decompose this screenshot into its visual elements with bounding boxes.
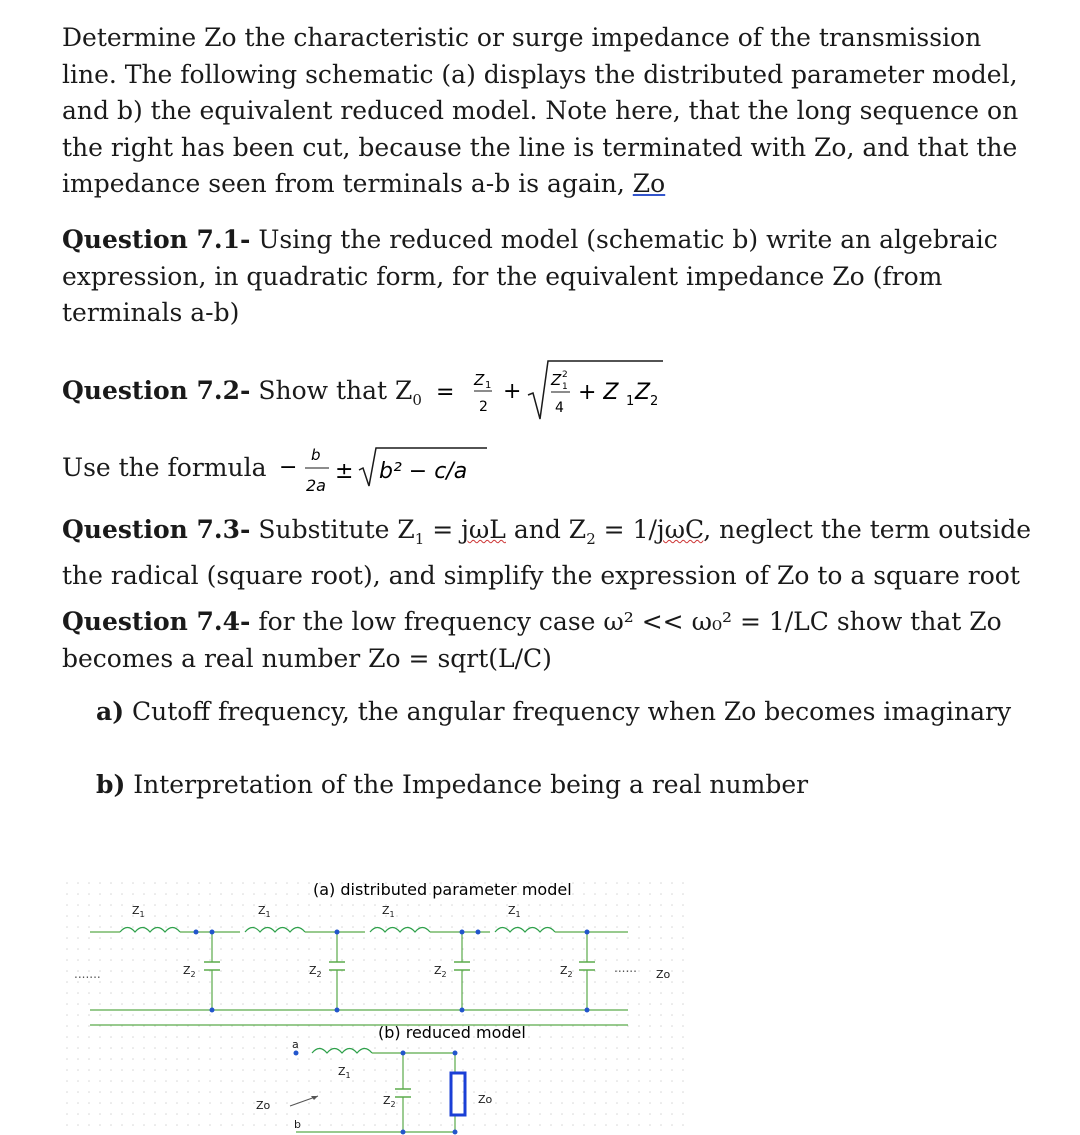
terminal-a: a — [292, 1038, 299, 1051]
intro-line-3: and b) the equivalent reduced model. Note here, that the long sequence on — [62, 96, 1019, 126]
schematic-figure — [0, 860, 1080, 1135]
svg-text:Z1: $Z_1$ — [132, 904, 145, 919]
svg-text:Z2: $Z_2$ — [383, 1094, 396, 1109]
q2-equals: = — [436, 380, 455, 405]
input-zo-label: Zo — [256, 1099, 271, 1112]
q2-sub0: 0 — [412, 391, 422, 409]
formula-hint — [62, 450, 1062, 487]
q1-line-3: terminals a-b) — [62, 298, 240, 328]
subquestion-b — [96, 770, 808, 799]
formula-b: b — [311, 446, 321, 464]
intro-paragraph — [62, 20, 1062, 203]
svg-text:Z2: $Z_2$ — [560, 964, 573, 979]
question-7-3 — [62, 512, 1062, 594]
q3-mid3: = 1/ — [595, 515, 657, 544]
q2-rad-den: 4 — [555, 400, 564, 416]
q4-label: Question 7.4- — [62, 607, 251, 636]
svg-text:Z1: $Z_1$ — [508, 904, 521, 919]
q4-line-1: for the low frequency case ω² << ω₀² = 1/LC show that Zo — [250, 607, 1002, 636]
qb-text: Interpretation of the Impedance being a real number — [125, 770, 809, 799]
q2-frac-num: Z — [474, 371, 485, 389]
intro-line-4: the right has been cut, because the line is terminated with Zo, and that the — [62, 132, 1018, 162]
intro-zo-word: Zo — [632, 169, 666, 199]
q2-tail: + Z — [578, 380, 619, 405]
q2-frac-num-sub: 1 — [485, 380, 492, 391]
q3-jwc: jωC — [656, 515, 704, 544]
left-continuation-dots: ....... — [74, 967, 101, 981]
svg-text:Z2: $Z_2$ — [309, 964, 322, 979]
qb-label: b) — [96, 770, 126, 799]
q2-rad-num: Z — [551, 371, 562, 389]
title-distributed-model: (a) distributed parameter model — [313, 880, 572, 899]
question-7-1 — [62, 222, 1062, 332]
q2-tail-z2: Z — [635, 380, 651, 405]
q1-line-1: Using the reduced model (schematic b) write an algebraic — [250, 225, 998, 254]
q3-line-2: the radical (square root), and simplify the expression of Zo to a square root — [62, 560, 1020, 590]
svg-text:Z2: $Z_2$ — [183, 964, 196, 979]
q2-text: Show that Z — [250, 376, 413, 405]
q3-jwl: jωL — [461, 515, 506, 544]
q2-formula — [430, 355, 680, 425]
q2-tail-sub1: 1 — [626, 394, 635, 409]
terminal-b: b — [294, 1118, 301, 1131]
question-7-4 — [62, 604, 1062, 677]
q2-frac-den: 2 — [479, 399, 488, 415]
qa-label: a) — [96, 697, 125, 726]
q4-line-2: becomes a real number Zo = sqrt(L/C) — [62, 643, 552, 673]
formula-minus: − — [279, 455, 298, 480]
formula-use-label: Use the formula — [62, 453, 267, 482]
intro-line-1: Determine Zo the characteristic or surge impedance of the transmission — [62, 23, 982, 52]
q2-tail-sub2: 2 — [650, 394, 659, 409]
q2-rad-sub: 1 — [562, 382, 568, 392]
svg-text:Z1: $Z_1$ — [338, 1065, 351, 1080]
formula-radicand: b² − c/a — [379, 459, 468, 484]
model-a-zo-label: Zo — [656, 968, 671, 981]
intro-line-2: line. The following schematic (a) displays the distributed parameter model, — [62, 59, 1018, 89]
title-reduced-model: (b) reduced model — [378, 1023, 526, 1042]
q1-line-2: expression, in quadratic form, for the equivalent impedance Zo (from — [62, 261, 943, 291]
qa-text: Cutoff frequency, the angular frequency when Zo becomes imaginary — [124, 697, 1012, 726]
q1-label: Question 7.1- — [62, 225, 251, 254]
svg-text:Z1: $Z_1$ — [382, 904, 395, 919]
q3-sub2: 2 — [586, 530, 596, 548]
q3-post: , neglect the term outside — [703, 515, 1032, 544]
q2-plus: + — [503, 379, 522, 404]
subquestion-a — [96, 697, 1011, 726]
q3-mid2: and Z — [505, 515, 587, 544]
q2-label: Question 7.2- — [62, 376, 251, 405]
right-continuation-dots: ...... — [614, 961, 637, 975]
formula-2a: 2a — [306, 476, 326, 495]
q3-sub1: 1 — [414, 530, 425, 548]
q3-pre: Substitute Z — [250, 515, 415, 544]
svg-text:Z1: $Z_1$ — [258, 904, 271, 919]
svg-text:Z2: $Z_2$ — [434, 964, 447, 979]
quadratic-formula — [275, 440, 495, 500]
intro-line-5: impedance seen from terminals a-b is again, Zo — [62, 169, 666, 199]
q3-label: Question 7.3- — [62, 515, 251, 544]
model-b-zo-label: Zo — [478, 1093, 493, 1106]
q2-rad-sup: 2 — [562, 370, 568, 380]
q3-mid1: = — [424, 515, 462, 544]
formula-pm: ± — [335, 459, 354, 484]
